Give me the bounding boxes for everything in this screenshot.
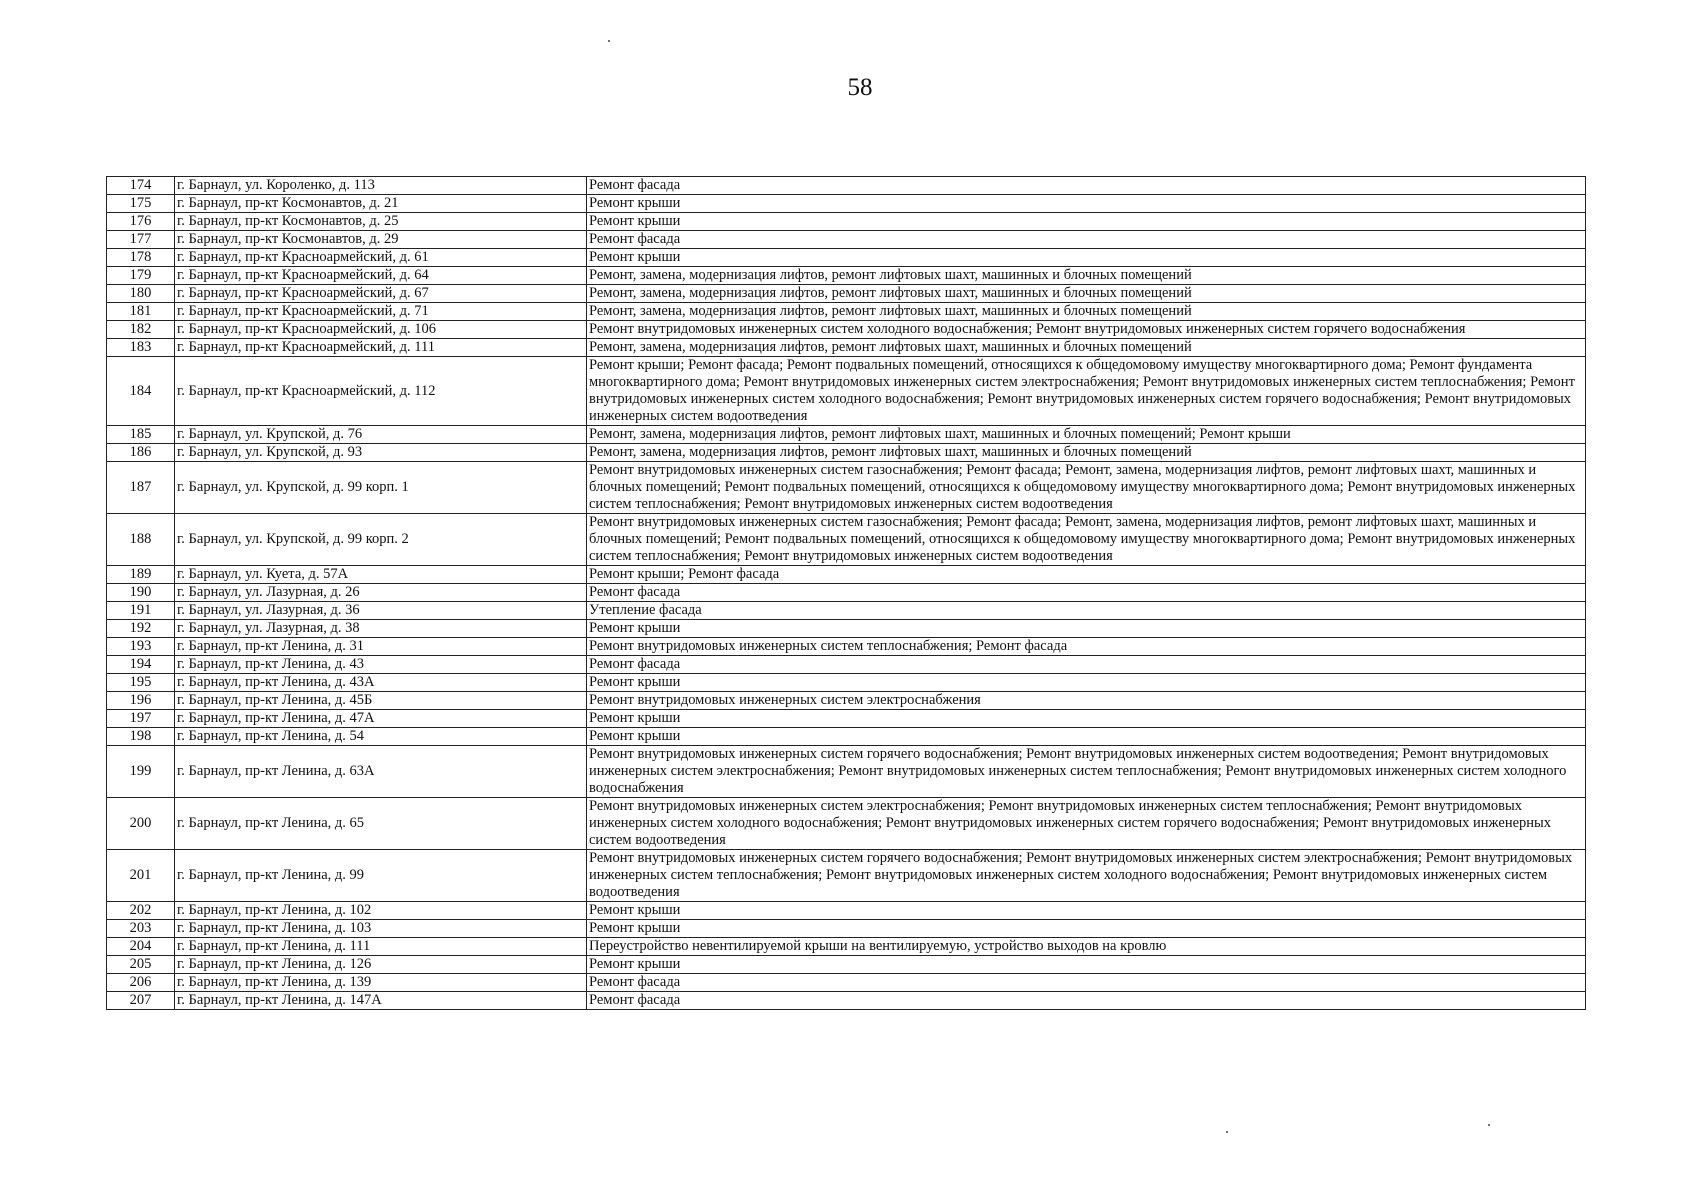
row-number: 178 xyxy=(107,249,175,267)
row-number: 197 xyxy=(107,710,175,728)
row-number: 186 xyxy=(107,444,175,462)
repair-work-type: Ремонт внутридомовых инженерных систем электроснабжения; Ремонт внутридомовых инженерных систем теплоснабжения; Ремонт внутридомовых инженерных систем холодного водоснабжения; Ремонт внутридомовых инженерных систем горячего водоснабжения; Ремонт внутридомовых инженерных систем водоотведения xyxy=(587,798,1586,850)
building-address: г. Барнаул, пр-кт Красноармейский, д. 71 xyxy=(175,303,587,321)
table-row xyxy=(107,285,1586,303)
row-number: 176 xyxy=(107,213,175,231)
table-row xyxy=(107,728,1586,746)
table-row xyxy=(107,514,1586,566)
table-row xyxy=(107,620,1586,638)
table-row xyxy=(107,584,1586,602)
table-row xyxy=(107,798,1586,850)
table-row xyxy=(107,992,1586,1010)
table-row xyxy=(107,638,1586,656)
page-number: 58 xyxy=(847,74,873,101)
building-address: г. Барнаул, пр-кт Красноармейский, д. 112 xyxy=(175,357,587,426)
row-number: 203 xyxy=(107,920,175,938)
row-number: 201 xyxy=(107,850,175,902)
repair-work-type: Ремонт крыши xyxy=(587,920,1586,938)
row-number: 175 xyxy=(107,195,175,213)
building-address: г. Барнаул, ул. Лазурная, д. 36 xyxy=(175,602,587,620)
table-row xyxy=(107,938,1586,956)
repair-work-type: Ремонт, замена, модернизация лифтов, ремонт лифтовых шахт, машинных и блочных помещений xyxy=(587,267,1586,285)
building-address: г. Барнаул, пр-кт Ленина, д. 63А xyxy=(175,746,587,798)
repair-work-type: Ремонт, замена, модернизация лифтов, ремонт лифтовых шахт, машинных и блочных помещений xyxy=(587,444,1586,462)
repair-work-type: Ремонт, замена, модернизация лифтов, ремонт лифтовых шахт, машинных и блочных помещений xyxy=(587,303,1586,321)
building-address: г. Барнаул, пр-кт Красноармейский, д. 64 xyxy=(175,267,587,285)
row-number: 184 xyxy=(107,357,175,426)
repair-work-type: Ремонт фасада xyxy=(587,584,1586,602)
table-row xyxy=(107,231,1586,249)
table-row xyxy=(107,974,1586,992)
table-row xyxy=(107,692,1586,710)
row-number: 194 xyxy=(107,656,175,674)
scan-speck xyxy=(1488,1124,1490,1126)
table-row xyxy=(107,339,1586,357)
row-number: 199 xyxy=(107,746,175,798)
repair-work-type: Ремонт, замена, модернизация лифтов, ремонт лифтовых шахт, машинных и блочных помещений xyxy=(587,285,1586,303)
building-address: г. Барнаул, ул. Крупской, д. 99 корп. 2 xyxy=(175,514,587,566)
table-row xyxy=(107,602,1586,620)
repair-work-type: Ремонт внутридомовых инженерных систем горячего водоснабжения; Ремонт внутридомовых инженерных систем водоотведения; Ремонт внутридомовых инженерных систем электроснабжения; Ремонт внутридомовых инженерных систем теплоснабжения; Ремонт внутридомовых инженерных систем холодного водоснабжения xyxy=(587,746,1586,798)
scan-speck xyxy=(608,40,610,42)
repair-work-type: Ремонт фасада xyxy=(587,177,1586,195)
row-number: 206 xyxy=(107,974,175,992)
row-number: 198 xyxy=(107,728,175,746)
repair-work-type: Ремонт внутридомовых инженерных систем газоснабжения; Ремонт фасада; Ремонт, замена, модернизация лифтов, ремонт лифтовых шахт, машинных и блочных помещений; Ремонт подвальных помещений, относящихся к общедомовому имуществу многоквартирного дома; Ремонт внутридомовых инженерных систем теплоснабжения; Ремонт внутридомовых инженерных систем водоотведения xyxy=(587,514,1586,566)
row-number: 189 xyxy=(107,566,175,584)
repair-work-type: Переустройство невентилируемой крыши на вентилируемую, устройство выходов на кровлю xyxy=(587,938,1586,956)
table-row xyxy=(107,213,1586,231)
table-row xyxy=(107,566,1586,584)
table-row xyxy=(107,267,1586,285)
row-number: 193 xyxy=(107,638,175,656)
repair-work-type: Ремонт фасада xyxy=(587,231,1586,249)
table-row xyxy=(107,321,1586,339)
repair-work-type: Ремонт крыши xyxy=(587,620,1586,638)
repair-work-type: Ремонт, замена, модернизация лифтов, ремонт лифтовых шахт, машинных и блочных помещений xyxy=(587,339,1586,357)
building-address: г. Барнаул, ул. Куета, д. 57А xyxy=(175,566,587,584)
table-row xyxy=(107,746,1586,798)
register-rows xyxy=(107,177,1586,1010)
table-row xyxy=(107,462,1586,514)
row-number: 187 xyxy=(107,462,175,514)
building-address: г. Барнаул, ул. Крупской, д. 76 xyxy=(175,426,587,444)
table-row xyxy=(107,249,1586,267)
table-row xyxy=(107,850,1586,902)
table-row xyxy=(107,177,1586,195)
building-address: г. Барнаул, пр-кт Ленина, д. 126 xyxy=(175,956,587,974)
repair-work-type: Ремонт внутридомовых инженерных систем газоснабжения; Ремонт фасада; Ремонт, замена, модернизация лифтов, ремонт лифтовых шахт, машинных и блочных помещений; Ремонт подвальных помещений, относящихся к общедомовому имуществу многоквартирного дома; Ремонт внутридомовых инженерных систем теплоснабжения; Ремонт внутридомовых инженерных систем водоотведения xyxy=(587,462,1586,514)
building-address: г. Барнаул, пр-кт Ленина, д. 47А xyxy=(175,710,587,728)
building-address: г. Барнаул, пр-кт Красноармейский, д. 106 xyxy=(175,321,587,339)
repair-register-table xyxy=(106,176,1586,1010)
row-number: 191 xyxy=(107,602,175,620)
row-number: 180 xyxy=(107,285,175,303)
row-number: 185 xyxy=(107,426,175,444)
row-number: 204 xyxy=(107,938,175,956)
row-number: 188 xyxy=(107,514,175,566)
repair-work-type: Ремонт внутридомовых инженерных систем теплоснабжения; Ремонт фасада xyxy=(587,638,1586,656)
scan-speck xyxy=(1226,1131,1228,1133)
building-address: г. Барнаул, пр-кт Космонавтов, д. 21 xyxy=(175,195,587,213)
building-address: г. Барнаул, пр-кт Ленина, д. 31 xyxy=(175,638,587,656)
table-row xyxy=(107,426,1586,444)
repair-work-type: Ремонт внутридомовых инженерных систем холодного водоснабжения; Ремонт внутридомовых инженерных систем горячего водоснабжения xyxy=(587,321,1586,339)
repair-work-type: Ремонт фасада xyxy=(587,974,1586,992)
repair-work-type: Ремонт крыши xyxy=(587,902,1586,920)
table-row xyxy=(107,444,1586,462)
repair-work-type: Ремонт крыши xyxy=(587,195,1586,213)
repair-work-type: Ремонт крыши; Ремонт фасада xyxy=(587,566,1586,584)
row-number: 200 xyxy=(107,798,175,850)
repair-work-type: Ремонт внутридомовых инженерных систем электроснабжения xyxy=(587,692,1586,710)
row-number: 202 xyxy=(107,902,175,920)
repair-work-type: Ремонт крыши xyxy=(587,674,1586,692)
building-address: г. Барнаул, пр-кт Красноармейский, д. 61 xyxy=(175,249,587,267)
row-number: 190 xyxy=(107,584,175,602)
building-address: г. Барнаул, пр-кт Ленина, д. 147А xyxy=(175,992,587,1010)
building-address: г. Барнаул, пр-кт Ленина, д. 43А xyxy=(175,674,587,692)
table-row xyxy=(107,710,1586,728)
building-address: г. Барнаул, пр-кт Красноармейский, д. 111 xyxy=(175,339,587,357)
row-number: 205 xyxy=(107,956,175,974)
row-number: 174 xyxy=(107,177,175,195)
building-address: г. Барнаул, пр-кт Ленина, д. 65 xyxy=(175,798,587,850)
table-row xyxy=(107,195,1586,213)
building-address: г. Барнаул, пр-кт Космонавтов, д. 29 xyxy=(175,231,587,249)
building-address: г. Барнаул, ул. Короленко, д. 113 xyxy=(175,177,587,195)
row-number: 177 xyxy=(107,231,175,249)
repair-work-type: Ремонт фасада xyxy=(587,992,1586,1010)
table-row xyxy=(107,902,1586,920)
table-row xyxy=(107,674,1586,692)
building-address: г. Барнаул, пр-кт Ленина, д. 139 xyxy=(175,974,587,992)
building-address: г. Барнаул, пр-кт Ленина, д. 102 xyxy=(175,902,587,920)
repair-work-type: Ремонт фасада xyxy=(587,656,1586,674)
repair-work-type: Ремонт крыши; Ремонт фасада; Ремонт подвальных помещений, относящихся к общедомовому имуществу многоквартирного дома; Ремонт фундамента многоквартирного дома; Ремонт внутридомовых инженерных систем электроснабжения; Ремонт внутридомовых инженерных систем теплоснабжения; Ремонт внутридомовых инженерных систем холодного водоснабжения; Ремонт внутридомовых инженерных систем горячего водоснабжения; Ремонт внутридомовых инженерных систем водоотведения xyxy=(587,357,1586,426)
building-address: г. Барнаул, ул. Крупской, д. 99 корп. 1 xyxy=(175,462,587,514)
repair-work-type: Ремонт крыши xyxy=(587,728,1586,746)
building-address: г. Барнаул, пр-кт Ленина, д. 54 xyxy=(175,728,587,746)
building-address: г. Барнаул, пр-кт Ленина, д. 103 xyxy=(175,920,587,938)
building-address: г. Барнаул, пр-кт Космонавтов, д. 25 xyxy=(175,213,587,231)
repair-work-type: Ремонт крыши xyxy=(587,710,1586,728)
building-address: г. Барнаул, пр-кт Ленина, д. 45Б xyxy=(175,692,587,710)
row-number: 181 xyxy=(107,303,175,321)
row-number: 195 xyxy=(107,674,175,692)
table-row xyxy=(107,357,1586,426)
repair-work-type: Ремонт внутридомовых инженерных систем горячего водоснабжения; Ремонт внутридомовых инженерных систем электроснабжения; Ремонт внутридомовых инженерных систем теплоснабжения; Ремонт внутридомовых инженерных систем холодного водоснабжения; Ремонт внутридомовых инженерных систем водоотведения xyxy=(587,850,1586,902)
building-address: г. Барнаул, ул. Крупской, д. 93 xyxy=(175,444,587,462)
row-number: 182 xyxy=(107,321,175,339)
repair-work-type: Ремонт крыши xyxy=(587,213,1586,231)
building-address: г. Барнаул, ул. Лазурная, д. 38 xyxy=(175,620,587,638)
row-number: 183 xyxy=(107,339,175,357)
row-number: 207 xyxy=(107,992,175,1010)
row-number: 196 xyxy=(107,692,175,710)
table-row xyxy=(107,956,1586,974)
building-address: г. Барнаул, пр-кт Ленина, д. 43 xyxy=(175,656,587,674)
row-number: 179 xyxy=(107,267,175,285)
building-address: г. Барнаул, пр-кт Ленина, д. 111 xyxy=(175,938,587,956)
row-number: 192 xyxy=(107,620,175,638)
building-address: г. Барнаул, пр-кт Ленина, д. 99 xyxy=(175,850,587,902)
table-row xyxy=(107,303,1586,321)
repair-work-type: Ремонт, замена, модернизация лифтов, ремонт лифтовых шахт, машинных и блочных помещений; Ремонт крыши xyxy=(587,426,1586,444)
building-address: г. Барнаул, пр-кт Красноармейский, д. 67 xyxy=(175,285,587,303)
table-row xyxy=(107,656,1586,674)
repair-work-type: Ремонт крыши xyxy=(587,249,1586,267)
repair-work-type: Ремонт крыши xyxy=(587,956,1586,974)
table-row xyxy=(107,920,1586,938)
repair-work-type: Утепление фасада xyxy=(587,602,1586,620)
building-address: г. Барнаул, ул. Лазурная, д. 26 xyxy=(175,584,587,602)
